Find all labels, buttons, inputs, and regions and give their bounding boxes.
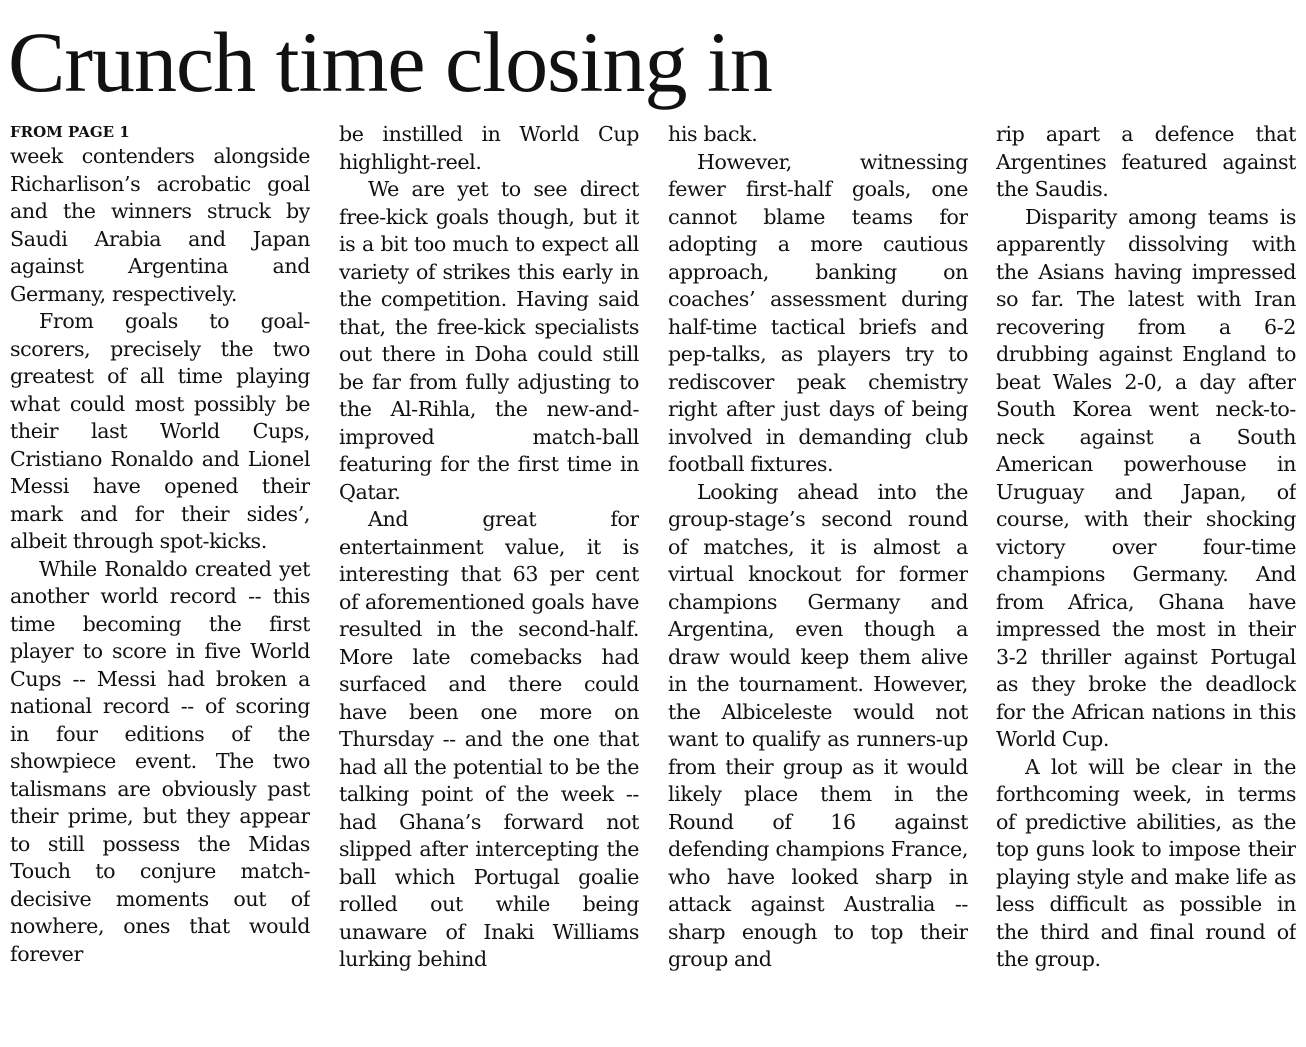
paragraph: Looking ahead into the group-stage’s second round of matches, it is almost a virtual knockout for former champions Germany and Argentina, even though a draw would keep them alive in the tournament. However, the Albiceleste would not want to qualify as runners-up from their group as it would likely place them in the Round of 16 against defending champions France, who have looked sharp in attack against Australia -- sharp enough to top their group and bbox=[668, 479, 968, 971]
kicker-from-page: FROM PAGE 1 bbox=[10, 123, 130, 141]
paragraph: Disparity among teams is apparently dissolving with the Asians having impressed so far. The latest with Iran recovering from a 6-2 drubbing against England to beat Wales 2-0, a day after South Korea went neck-to-neck against a South American powerhouse in Uruguay and Japan, of course, with their shocking victory over four-time champions Germany. And from Africa, Ghana have impressed the most in their 3-2 thriller against Portugal as they broke the deadlock for the African nations in this World Cup. bbox=[996, 204, 1296, 751]
article-column-3 bbox=[668, 121, 968, 1037]
paragraph: We are yet to see direct free-kick goals though, but it is a bit too much to expect all variety of strikes this early in the competition. Having said that, the free-kick specialists out there in Doha could still be far from fully adjusting to the Al-Rihla, the new-and-improved match-ball featuring for the first time in Qatar. bbox=[339, 177, 639, 504]
paragraph: be instilled in World Cup highlight-reel. bbox=[339, 122, 639, 174]
article-column-2 bbox=[339, 121, 639, 1037]
paragraph: A lot will be clear in the forthcoming week, in terms of predictive abilities, as the top guns look to impose their playing style and make life as less difficult as possible in the third and final round of the group. bbox=[996, 754, 1296, 971]
article-body bbox=[10, 121, 1296, 1037]
paragraph: his back. bbox=[668, 122, 758, 146]
paragraph: From goals to goal-scorers, precisely the two greatest of all time playing what could most possibly be their last World Cups, Cristiano Ronaldo and Lionel Messi have opened their mark and for their sides’, albeit through spot-kicks. bbox=[10, 309, 310, 553]
paragraph: rip apart a defence that Argentines featured against the Saudis. bbox=[996, 122, 1296, 201]
paragraph: And great for entertainment value, it is interesting that 63 per cent of aforementioned goals have resulted in the second-half. More late comebacks had surfaced and there could have been one more on Thursday -- and the one that had all the potential to be the talking point of the week -- had Ghana’s forward not slipped after intercepting the ball which Portugal goalie rolled out while being unaware of Inaki Williams lurking behind bbox=[339, 507, 639, 971]
article-column-1 bbox=[10, 121, 310, 1037]
paragraph: However, witnessing fewer first-half goals, one cannot blame teams for adopting a more cautious approach, banking on coaches’ assessment during half-time tactical briefs and pep-talks, as players try to rediscover peak chemistry right after just days of being involved in demanding club football fixtures. bbox=[668, 149, 968, 476]
article-column-4 bbox=[996, 121, 1296, 1037]
paragraph: week contenders alongside Richarlison’s acrobatic goal and the winners struck by Saudi Arabia and Japan against Argentina and Germany, respectively. bbox=[10, 144, 310, 306]
paragraph: While Ronaldo created yet another world record -- this time becoming the first player to score in five World Cups -- Messi had broken a national record -- of scoring in four editions of the showpiece event. The two talismans are obviously past their prime, but they appear to still possess the Midas Touch to conjure match-decisive moments out of nowhere, ones that would forever bbox=[10, 556, 310, 966]
headline: Crunch time closing in bbox=[8, 14, 772, 110]
